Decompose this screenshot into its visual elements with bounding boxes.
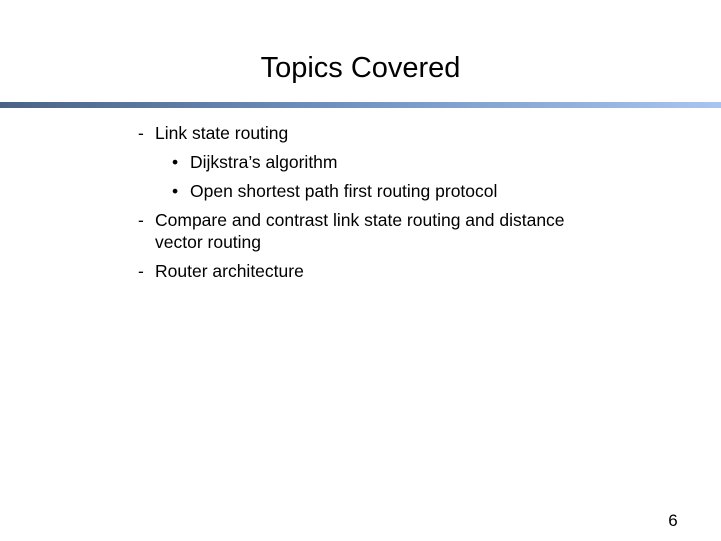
dash-bullet-icon: - <box>138 123 144 143</box>
page-number: 6 <box>668 511 678 530</box>
list-item-compare-contrast: Compare and contrast link state routing and distance <box>155 210 565 230</box>
list-item-router-architecture: Router architecture <box>155 261 304 281</box>
dash-bullet-icon: - <box>138 210 144 230</box>
dot-bullet-icon: • <box>172 152 179 172</box>
list-item-link-state-routing: Link state routing <box>155 123 289 143</box>
dash-bullet-icon: - <box>138 261 144 281</box>
list-subitem-dijkstra: Dijkstra’s algorithm <box>190 152 338 172</box>
list-subitem-ospf: Open shortest path first routing protocol <box>190 181 498 201</box>
list-item-compare-contrast-continuation: vector routing <box>155 232 262 252</box>
dot-bullet-icon: • <box>172 181 179 201</box>
slide-title: Topics Covered <box>260 52 461 84</box>
